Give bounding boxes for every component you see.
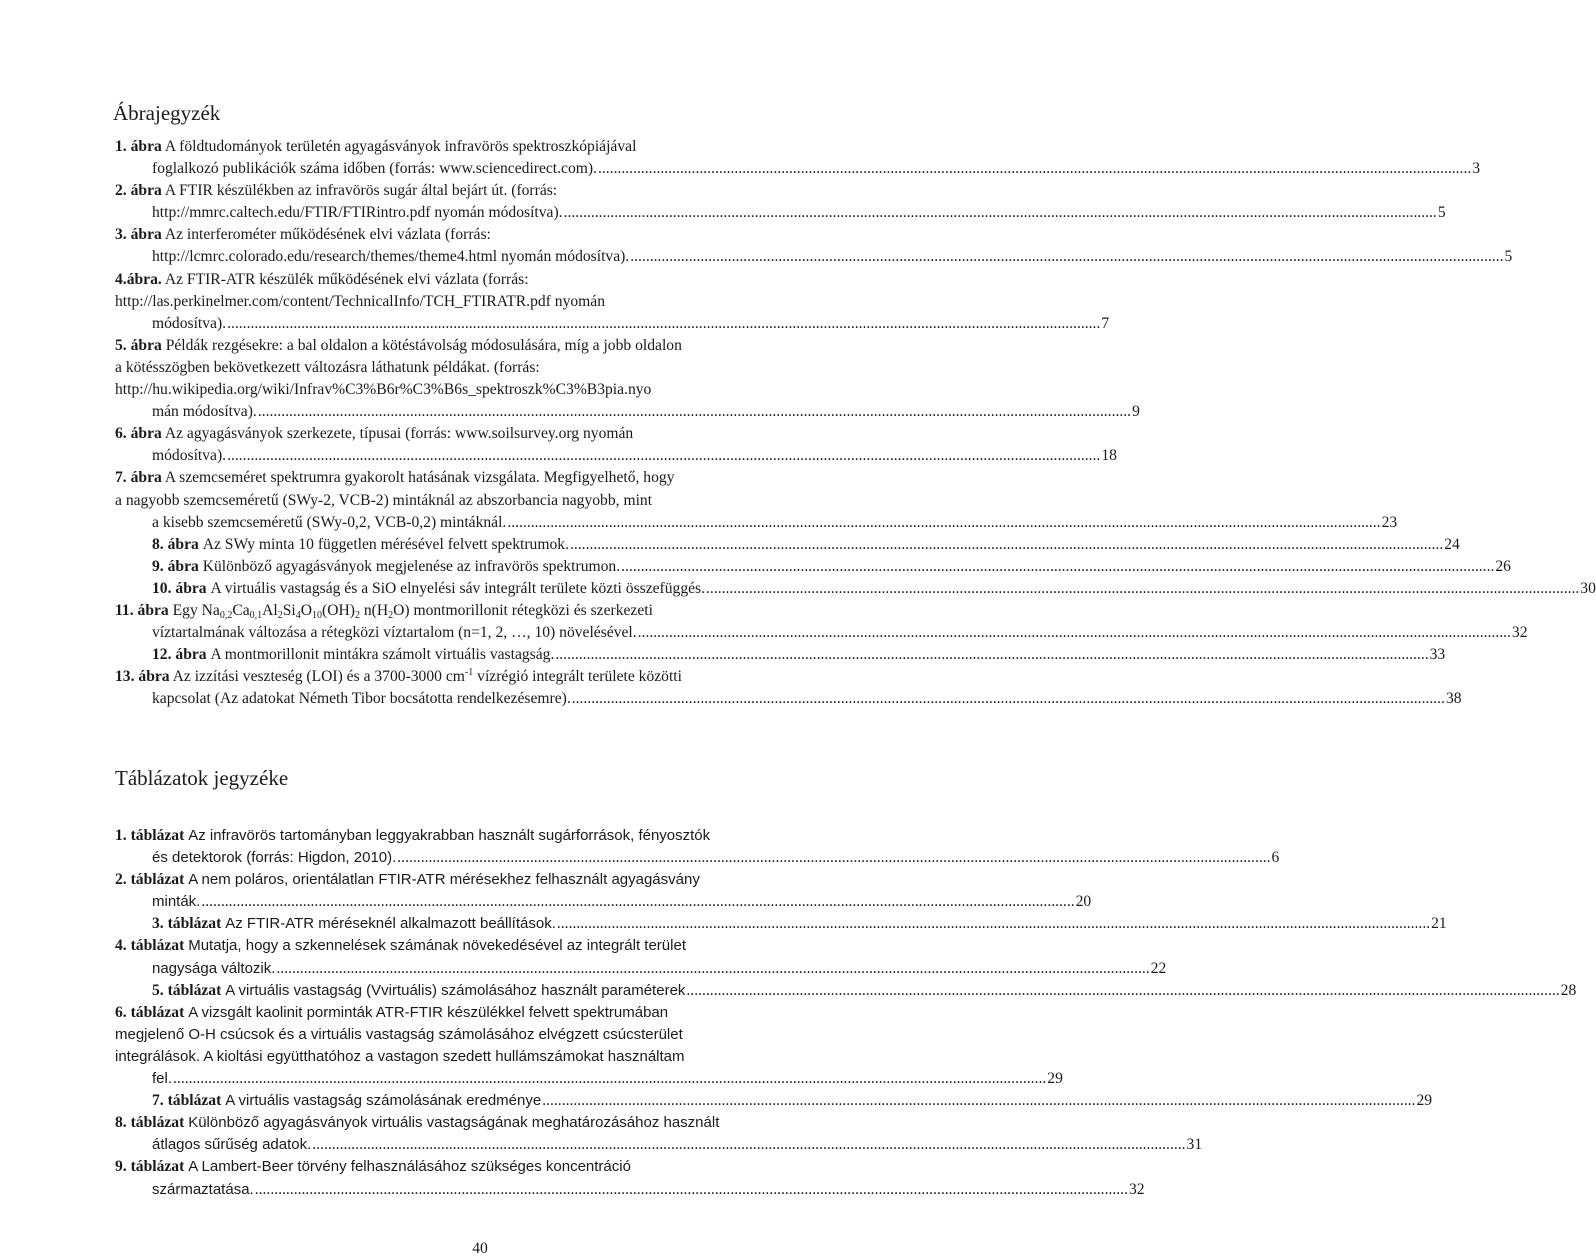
tab-line <box>115 1002 820 1024</box>
fig-line <box>115 379 820 401</box>
fig-line <box>115 180 820 202</box>
fig-leader-line <box>152 622 1528 644</box>
tab-leader-line <box>152 1090 1433 1112</box>
fig-page-number: 33 <box>1429 646 1446 664</box>
tab-leader-line <box>152 1179 1145 1201</box>
fig-label: 1. ábra <box>115 138 162 155</box>
leader-dots <box>397 849 1270 866</box>
tab-text: A vizsgált kaolinit porminták ATR-FTIR készülékkel felvett spektrumában <box>188 1003 669 1021</box>
fig-entry <box>115 666 1462 710</box>
fig-label: 10. ábra <box>152 579 211 597</box>
fig-page-number: 3 <box>1472 160 1481 178</box>
fig-leader-line <box>152 202 1446 224</box>
fig-leader-line <box>152 401 1140 423</box>
fig-text: A FTIR készülékben az infravörös sugár által bejárt út. (forrás: <box>164 182 558 200</box>
fig-leader-line <box>152 246 1513 268</box>
fig-label: 12. ábra <box>152 646 211 664</box>
tab-leader-line <box>152 891 1092 913</box>
leader-dots <box>564 204 1437 221</box>
fig-page-number: 18 <box>1101 447 1117 465</box>
fig-text: a kisebb szemcseméretű (SWy-0,2, VCB-0,2) mintáknál. <box>152 513 507 531</box>
tab-text: integrálások. A kioltási együtthatóhoz a vastagon szedett hullámszámokat használtam <box>115 1047 685 1065</box>
fig-line <box>115 136 820 158</box>
tab-text: A Lambert-Beer törvény felhasználásához szükséges koncentráció <box>188 1158 631 1176</box>
leader-dots <box>630 248 1503 265</box>
fig-line <box>115 335 820 357</box>
leader-dots <box>570 536 1443 553</box>
tab-line <box>115 869 820 891</box>
fig-leader-line <box>152 445 1117 467</box>
tables-list <box>115 825 1577 1201</box>
tab-entry <box>115 980 1577 1002</box>
fig-entry <box>115 335 1140 423</box>
fig-text: http://mmrc.caltech.edu/FTIR/FTIRintro.pdf nyomán módosítva). <box>152 204 563 222</box>
tab-text: nagysága változik. <box>152 959 276 977</box>
fig-line <box>115 600 820 622</box>
leader-dots <box>312 1136 1185 1153</box>
fig-label: 5. ábra <box>115 336 162 354</box>
tab-page-number: 31 <box>1186 1136 1203 1154</box>
fig-line <box>115 269 820 291</box>
fig-text: Az FTIR-ATR készülék működésének elvi vázlata (forrás: <box>164 270 529 288</box>
fig-entry <box>115 556 1511 578</box>
fig-text: módosítva). <box>152 314 227 332</box>
fig-text: Az interferométer működésének elvi vázlata (forrás: <box>164 226 491 244</box>
fig-text: http://lcmrc.colorado.edu/research/themes/theme4.html nyomán módosítva). <box>152 248 630 266</box>
tab-entry <box>115 825 1280 869</box>
fig-line <box>115 423 820 445</box>
tab-text: A nem poláros, orientálatlan FTIR-ATR mérésekhez felhasznált agyagásvány <box>188 871 700 889</box>
fig-entry <box>115 136 1481 180</box>
tab-entry <box>115 935 1167 979</box>
fig-entry <box>115 644 1446 666</box>
fig-page-number: 9 <box>1132 403 1140 421</box>
tab-line <box>115 1024 820 1046</box>
fig-label: 9. ábra <box>152 557 203 575</box>
tab-leader-line <box>152 913 1447 935</box>
tab-text: Az infravörös tartományban leggyakrabban használt sugárforrások, fényosztók <box>188 827 711 844</box>
fig-text: kapcsolat (Az adatokat Németh Tibor bocsátotta rendelkezésemre). <box>152 690 571 708</box>
fig-text: Az agyagásványok szerkezete, típusai (forrás: www.soilsurvey.org nyomán <box>164 425 634 443</box>
leader-dots <box>258 403 1131 420</box>
tab-page-number: 21 <box>1431 915 1447 933</box>
fig-text: a kötésszögben bekövetkezett változásra láthatunk példákat. (forrás: <box>115 358 540 376</box>
fig-leader-line <box>152 512 1398 534</box>
fig-text: A montmorillonit mintákra számolt virtuális vastagság. <box>210 646 555 664</box>
fig-page-number: 38 <box>1445 690 1462 708</box>
subscript: 0,2 <box>219 609 233 621</box>
tab-text: származtatása. <box>152 1180 254 1198</box>
fig-entry <box>115 180 1446 224</box>
tab-label: 9. táblázat <box>115 1158 185 1176</box>
fig-page-number: 23 <box>1381 513 1398 531</box>
fig-label: 7. ábra <box>115 469 162 487</box>
fig-text: A szemcseméret spektrumra gyakorolt hatásának vizsgálata. Megfigyelhető, hogy <box>164 469 675 487</box>
leader-dots <box>572 690 1445 707</box>
tab-page-number: 29 <box>1416 1092 1433 1110</box>
fig-leader-line <box>152 556 1511 578</box>
tab-page-number: 20 <box>1075 893 1092 911</box>
tab-label: 8. táblázat <box>115 1114 185 1132</box>
tab-page-number: 32 <box>1128 1180 1145 1198</box>
tab-label: 1. táblázat <box>115 827 185 844</box>
leader-dots <box>638 624 1511 641</box>
tab-text: és detektorok (forrás: Higdon, 2010). <box>152 849 397 867</box>
fig-leader-line <box>152 644 1446 666</box>
fig-text: Az SWy minta 10 független mérésével felvett spektrumok. <box>202 535 569 553</box>
fig-leader-line <box>152 158 1481 180</box>
leader-dots <box>201 893 1074 910</box>
fig-text: Egy $Na_{0,2}Ca_{0,1}Al_2Si_4O_{10}(OH)_2$ $n(H_2O)$ montmorillonit rétegközi és szerkezeti <box>172 601 653 621</box>
superscript: -1 <box>464 667 474 679</box>
leader-dots <box>557 915 1430 932</box>
fig-page-number: 5 <box>1437 204 1446 222</box>
fig-entry <box>115 534 1460 556</box>
subscript: 2 <box>388 609 394 621</box>
fig-text: víztartalmának változása a rétegközi víztartalom (n=1, 2, …, 10) növelésével. <box>152 624 637 642</box>
fig-label: 3. ábra <box>115 226 162 244</box>
tab-leader-line <box>152 1134 1203 1156</box>
fig-entry <box>115 224 1513 268</box>
fig-line <box>115 467 820 489</box>
subscript: 2 <box>277 609 283 621</box>
fig-label: 13. ábra <box>115 668 170 686</box>
tab-leader-line <box>152 980 1577 1002</box>
fig-text: Példák rezgésekre: a bal oldalon a kötéstávolság módosulására, míg a jobb oldalon <box>165 336 682 354</box>
leader-dots <box>542 1092 1415 1109</box>
fig-label: 6. ábra <box>115 425 162 443</box>
tab-label: 4. táblázat <box>115 937 185 955</box>
figures-list <box>115 136 1596 710</box>
page-number: 40 <box>472 1240 488 1257</box>
tab-page-number: 22 <box>1150 959 1167 977</box>
tab-entry <box>115 1156 1145 1200</box>
fig-page-number: 24 <box>1444 535 1460 553</box>
fig-entry <box>115 423 1117 467</box>
fig-text: A virtuális vastagság és a SiO elnyelési sáv integrált területe közti összefüggés. <box>210 579 706 597</box>
fig-line <box>115 224 820 246</box>
tab-text: megjelenő O-H csúcsok és a virtuális vastagság számolásához elvégzett csúcsterület <box>115 1025 683 1043</box>
fig-leader-line <box>152 534 1460 556</box>
subscript: 0,1 <box>249 609 263 621</box>
tab-entry <box>115 913 1447 935</box>
fig-label: 8. ábra <box>152 535 203 553</box>
fig-leader-line <box>152 578 1596 600</box>
fig-label: 11. ábra <box>115 601 169 619</box>
tab-leader-line <box>152 847 1280 869</box>
tab-text: Mutatja, hogy a szkennelések számának növekedésével az integrált terület <box>188 937 686 955</box>
tab-line <box>115 1046 820 1068</box>
tab-entry <box>115 869 1092 913</box>
figures-heading: Ábrajegyzék <box>113 101 221 125</box>
tab-line <box>115 1112 820 1134</box>
tab-text: Az FTIR-ATR méréseknél alkalmazott beállítások. <box>225 915 556 933</box>
tab-label: 3. táblázat <box>152 915 226 933</box>
fig-text: A földtudományok területén agyagásványok infravörös spektroszkópiájával <box>164 138 637 155</box>
fig-text: http://hu.wikipedia.org/wiki/Infrav%C3%B6r%C3%B6s_spektroszk%C3%B3pia.nyo <box>115 381 652 399</box>
fig-page-number: 5 <box>1504 248 1513 266</box>
fig-text: Különböző agyagásványok megjelenése az infravörös spektrumon. <box>202 557 621 575</box>
leader-dots <box>227 447 1100 464</box>
tab-text: átlagos sűrűség adatok. <box>152 1136 312 1154</box>
leader-dots <box>555 646 1428 663</box>
fig-leader-line <box>152 688 1462 710</box>
tab-label: 5. táblázat <box>152 981 226 999</box>
leader-dots <box>706 580 1579 597</box>
leader-dots <box>598 160 1471 177</box>
tab-label: 7. táblázat <box>152 1092 226 1110</box>
tab-page-number: 28 <box>1560 981 1577 999</box>
tab-line <box>115 825 820 847</box>
subscript: 4 <box>295 609 301 621</box>
fig-line <box>115 357 820 379</box>
leader-dots <box>276 960 1149 977</box>
fig-line <box>115 666 820 688</box>
fig-text: a nagyobb szemcseméretű (SWy-2, VCB-2) mintáknál az abszorbancia nagyobb, mint <box>115 491 653 509</box>
tables-heading: Táblázatok jegyzéke <box>115 766 289 790</box>
subscript: 10 <box>312 609 323 621</box>
fig-text: Az izzítási veszteség (LOI) és a 3700-3000 $cm^{-1}$ vízrégió integrált területe közötti <box>172 667 682 686</box>
tab-text: Különböző agyagásványok virtuális vastagságának meghatározásához használt <box>188 1114 720 1132</box>
fig-line <box>115 291 820 313</box>
leader-dots <box>227 315 1100 332</box>
leader-dots <box>686 982 1559 999</box>
fig-entry <box>115 578 1596 600</box>
fig-entry <box>115 600 1528 644</box>
fig-text: mán módosítva). <box>152 403 257 421</box>
subscript: 2 <box>354 609 360 621</box>
fig-label: 4.ábra. <box>115 270 162 288</box>
fig-text: http://las.perkinelmer.com/content/TechnicalInfo/TCH_FTIRATR.pdf nyomán <box>115 292 606 310</box>
tab-text: minták. <box>152 893 201 911</box>
fig-page-number: 26 <box>1495 557 1511 575</box>
tab-line <box>115 1156 820 1178</box>
leader-dots <box>173 1070 1046 1087</box>
tab-label: 2. táblázat <box>115 871 185 889</box>
fig-page-number: 30 <box>1580 579 1596 597</box>
fig-text: módosítva). <box>152 447 227 465</box>
tab-entry <box>115 1112 1203 1156</box>
tab-text: A virtuális vastagság (Vvirtuális) számolásához használt paraméterek <box>225 981 686 999</box>
fig-text: foglalkozó publikációk száma időben (forrás: www.sciencedirect.com). <box>152 160 597 178</box>
fig-page-number: 7 <box>1101 314 1110 332</box>
leader-dots <box>621 558 1494 575</box>
tab-page-number: 29 <box>1047 1070 1063 1088</box>
tab-text: fel. <box>152 1070 173 1088</box>
tab-line <box>115 935 820 957</box>
tab-entry <box>115 1002 1063 1090</box>
tab-leader-line <box>152 958 1167 980</box>
tab-page-number: 6 <box>1271 849 1280 867</box>
tab-text: A virtuális vastagság számolásának eredménye <box>225 1092 542 1110</box>
tab-entry <box>115 1090 1433 1112</box>
fig-leader-line <box>152 313 1110 335</box>
tab-leader-line <box>152 1068 1063 1090</box>
leader-dots <box>507 514 1380 531</box>
fig-entry <box>115 467 1398 533</box>
fig-page-number: 32 <box>1511 624 1528 642</box>
leader-dots <box>255 1181 1128 1198</box>
fig-line <box>115 490 820 512</box>
fig-entry <box>115 269 1110 335</box>
fig-label: 2. ábra <box>115 182 162 200</box>
tab-label: 6. táblázat <box>115 1003 185 1021</box>
